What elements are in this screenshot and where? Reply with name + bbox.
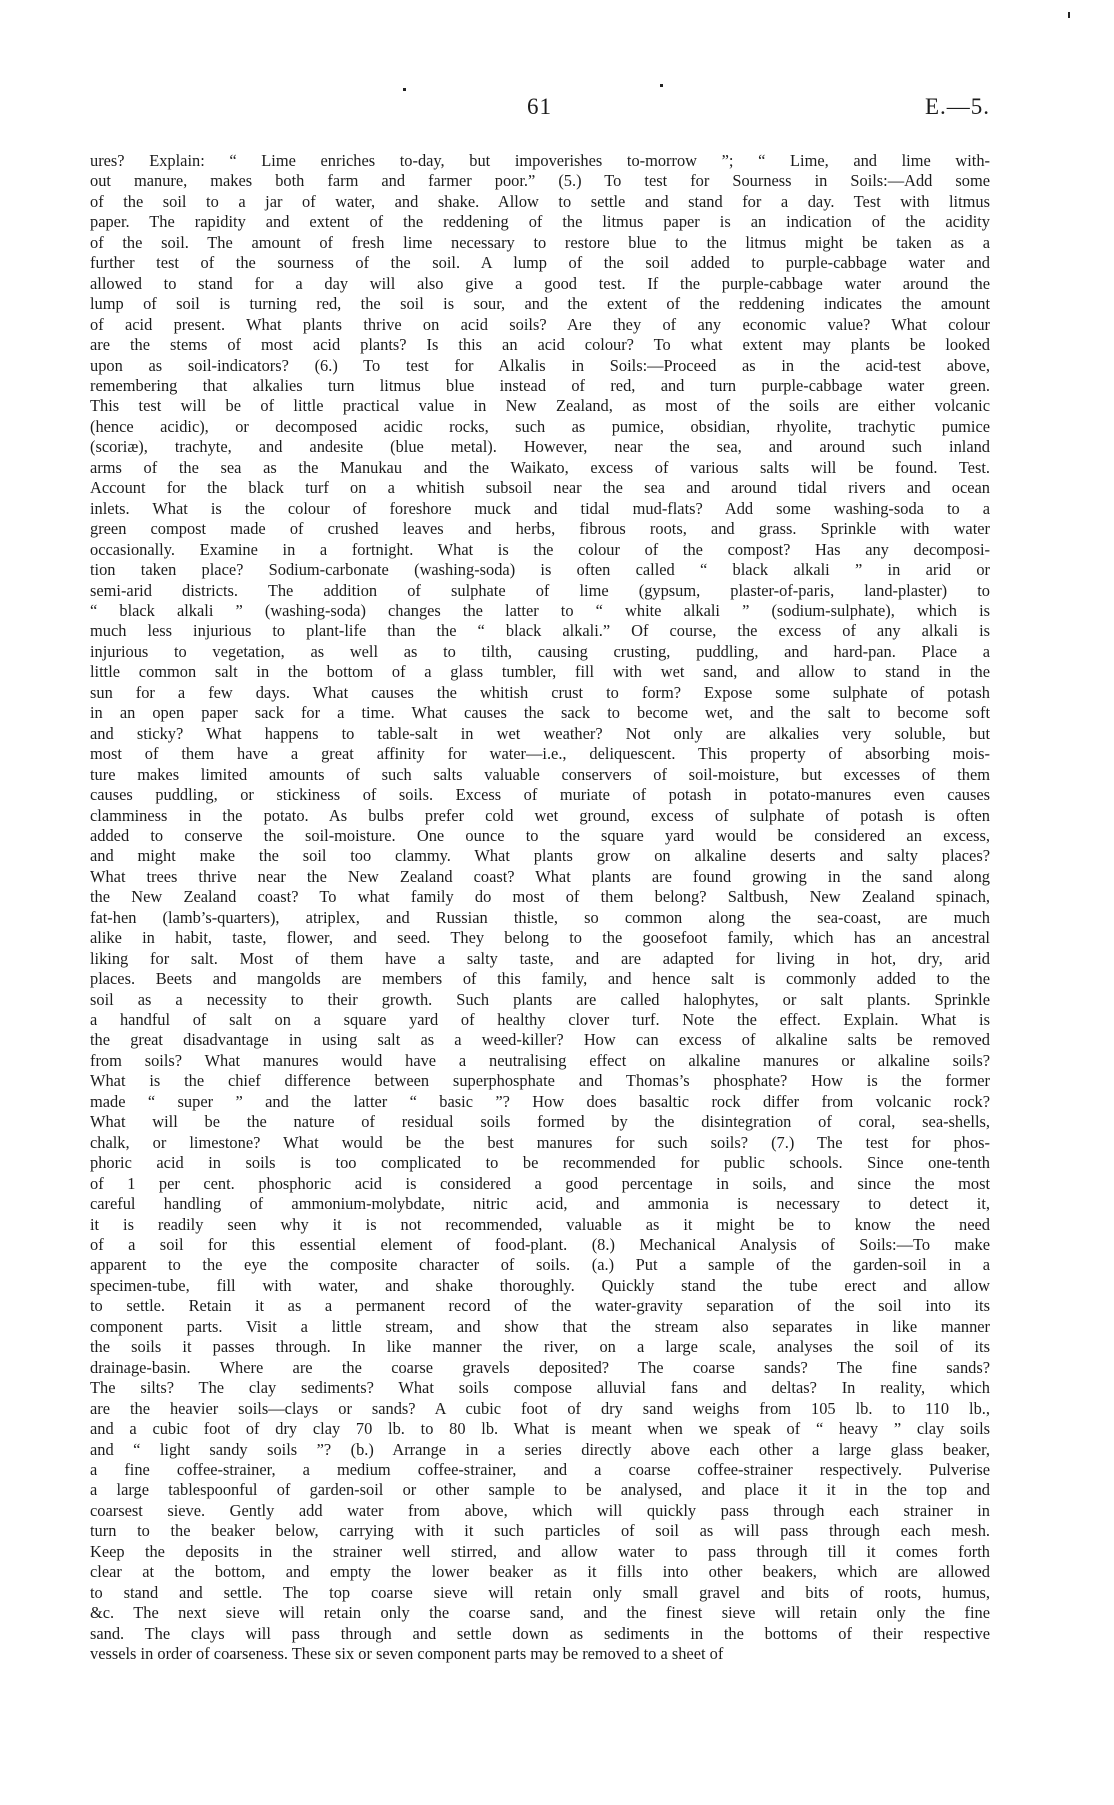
- text-line: Account for the black turf on a whitish subsoil near the sea and around tidal rivers and ocean: [90, 478, 990, 498]
- text-line: soil as a necessity to their growth. Such plants are called halophytes, or salt plants. Sprinkle: [90, 989, 990, 1009]
- text-line: phoric acid in soils is too complicated to be recommended for public schools. Since one-tenth: [90, 1153, 990, 1173]
- text-line: (scoriæ), trachyte, and andesite (blue metal). However, near the sea, and around such inland: [90, 437, 990, 457]
- scan-speck: [660, 84, 663, 87]
- text-line: out manure, makes both farm and farmer poor.” (5.) To test for Sourness in Soils:—Add some: [90, 171, 990, 191]
- text-line: from soils? What manures would have a neutralising effect on alkaline manures or alkaline soils?: [90, 1050, 990, 1070]
- text-line: the soils it passes through. In like manner the river, on a large scale, analyses the soil of its: [90, 1337, 990, 1357]
- text-line: made “ super ” and the latter “ basic ”? How does basaltic rock differ from volcanic rock?: [90, 1091, 990, 1111]
- text-line: inlets. What is the colour of foreshore muck and tidal mud-flats? Add some washing-soda to a: [90, 498, 990, 518]
- text-line: What is the chief difference between superphosphate and Thomas’s phosphate? How is the former: [90, 1071, 990, 1091]
- text-line: chalk, or limestone? What would be the best manures for such soils? (7.) The test for phos-: [90, 1132, 990, 1152]
- text-line: the great disadvantage in using salt as a weed-killer? How can excess of alkaline salts be removed: [90, 1030, 990, 1050]
- text-line: of the soil. The amount of fresh lime necessary to restore blue to the litmus might be taken as a: [90, 232, 990, 252]
- text-line: sand. The clays will pass through and settle down as sediments in the bottoms of their respective: [90, 1623, 990, 1643]
- text-line: vessels in order of coarseness. These six or seven component parts may be removed to a sheet of: [90, 1644, 724, 1664]
- text-line: specimen-tube, fill with water, and shake thoroughly. Quickly stand the tube erect and allow: [90, 1275, 990, 1295]
- text-line: liking for salt. Most of them have a salty taste, and are adapted for living in hot, dry, arid: [90, 948, 990, 968]
- text-line: alike in habit, taste, flower, and seed. They belong to the goosefoot family, which has an ancestral: [90, 928, 990, 948]
- text-line: are the stems of most acid plants? Is this an acid colour? To what extent may plants be looked: [90, 335, 990, 355]
- text-line: a handful of salt on a square yard of healthy clover turf. Note the effect. Explain. What is: [90, 1010, 990, 1030]
- text-line: causes puddling, or stickiness of soils. Excess of muriate of potash in potato-manures even causes: [90, 785, 990, 805]
- text-line: to settle. Retain it as a permanent record of the water-gravity separation of the soil into its: [90, 1296, 990, 1316]
- text-line: lump of soil is turning red, the soil is sour, and the extent of the reddening indicates the amount: [90, 294, 990, 314]
- text-line: &c. The next sieve will retain only the coarse sand, and the finest sieve will retain only the fine: [90, 1603, 990, 1623]
- text-line: in an open paper sack for a time. What causes the sack to become wet, and the salt to become soft: [90, 703, 990, 723]
- text-line: and might make the soil too clammy. What plants grow on alkaline deserts and salty places?: [90, 846, 990, 866]
- text-line: ture makes limited amounts of such salts valuable conservers of soil-moisture, but excesses of them: [90, 764, 990, 784]
- text-line: added to conserve the soil-moisture. One ounce to the square yard would be considered an excess,: [90, 825, 990, 845]
- text-line: clear at the bottom, and empty the lower beaker as it fills into other beakers, which are allowed: [90, 1562, 990, 1582]
- text-line: of the soil to a jar of water, and shake. Allow to settle and stand for a day. Test with litmus: [90, 191, 990, 211]
- text-line: much less injurious to plant-life than the “ black alkali.” Of course, the excess of any alkali is: [90, 621, 990, 641]
- text-line: places. Beets and mangolds are members of this family, and hence salt is commonly added to the: [90, 969, 990, 989]
- text-line: remembering that alkalies turn litmus blue instead of red, and turn purple-cabbage water green.: [90, 375, 990, 395]
- text-line: The silts? The clay sediments? What soils compose alluvial fans and deltas? In reality, which: [90, 1378, 990, 1398]
- text-line: clamminess in the potato. As bulbs prefer cold wet ground, excess of sulphate of potash is often: [90, 805, 990, 825]
- text-line: careful handling of ammonium-molybdate, nitric acid, and ammonia is necessary to detect it,: [90, 1194, 990, 1214]
- text-line: What will be the nature of residual soils formed by the disintegration of coral, sea-shells,: [90, 1112, 990, 1132]
- text-line: ures? Explain: “ Lime enriches to-day, but impoverishes to-morrow ”; “ Lime, and lime with-: [90, 151, 990, 170]
- text-line: paper. The rapidity and extent of the reddening of the litmus paper is an indication of the acidity: [90, 212, 990, 232]
- text-line: allowed to stand for a day will also give a good test. If the purple-cabbage water around the: [90, 273, 990, 293]
- text-line: further test of the sourness of the soil. A lump of the soil added to purple-cabbage water and: [90, 253, 990, 273]
- document-reference: E.—5.: [924, 94, 990, 119]
- text-line: it is readily seen why it is not recommended, valuable as it might be to know the need: [90, 1214, 990, 1234]
- text-line: the New Zealand coast? To what family do most of them belong? Saltbush, New Zealand spinach,: [90, 887, 990, 907]
- page-header: [90, 94, 990, 126]
- text-line: upon as soil-indicators? (6.) To test for Alkalis in Soils:—Proceed as in the acid-test above,: [90, 355, 990, 375]
- text-line: “ black alkali ” (washing-soda) changes the latter to “ white alkali ” (sodium-sulphate), which is: [90, 600, 990, 620]
- text-line: What trees thrive near the New Zealand coast? What plants are found growing in the sand along: [90, 866, 990, 886]
- text-line: sun for a few days. What causes the whitish crust to form? Expose some sulphate of potash: [90, 682, 990, 702]
- text-line: tion taken place? Sodium-carbonate (washing-soda) is often called “ black alkali ” in arid or: [90, 560, 990, 580]
- text-line: occasionally. Examine in a fortnight. What is the colour of the compost? Has any decomposi-: [90, 539, 990, 559]
- text-line: a fine coffee-strainer, a medium coffee-strainer, and a coarse coffee-strainer respectively. Pulverise: [90, 1460, 990, 1479]
- scan-speck: [1068, 12, 1070, 18]
- text-line: Keep the deposits in the strainer well stirred, and allow water to pass through till it comes forth: [90, 1541, 990, 1561]
- body-text: [90, 151, 990, 1665]
- text-line: and a cubic foot of dry clay 70 lb. to 80 lb. What is meant when we speak of “ heavy ” clay soils: [90, 1419, 990, 1439]
- text-line: most of them have a great affinity for water—i.e., deliquescent. This property of absorbing mois-: [90, 744, 990, 764]
- text-line: and sticky? What happens to table-salt in wet weather? Not only are alkalies very soluble, but: [90, 723, 990, 743]
- text-line: are the heavier soils—clays or sands? A cubic foot of dry sand weighs from 105 lb. to 110 lb.,: [90, 1398, 990, 1418]
- text-line: and “ light sandy soils ”? (b.) Arrange in a series directly above each other a large glass beaker,: [90, 1439, 990, 1459]
- text-line: green compost made of crushed leaves and herbs, fibrous roots, and grass. Sprinkle with water: [90, 519, 990, 539]
- text-line: little common salt in the bottom of a glass tumbler, fill with wet sand, and allow to stand in the: [90, 662, 990, 682]
- text-line: injurious to vegetation, as well as to tilth, causing crusting, puddling, and hard-pan. Place a: [90, 641, 990, 661]
- text-line: fat-hen (lamb’s-quarters), atriplex, and Russian thistle, so common along the sea-coast, are much: [90, 907, 990, 927]
- text-line: arms of the sea as the Manukau and the Waikato, excess of various salts will be found. Test.: [90, 457, 990, 477]
- text-line: of acid present. What plants thrive on acid soils? Are they of any economic value? What colour: [90, 314, 990, 334]
- page-number: 61: [527, 94, 552, 119]
- text-line: component parts. Visit a little stream, and show that the stream also separates in like manner: [90, 1316, 990, 1336]
- text-line: (hence acidic), or decomposed acidic rocks, such as pumice, obsidian, rhyolite, trachytic pumice: [90, 416, 990, 436]
- text-line: to stand and settle. The top coarse sieve will retain only small gravel and bits of roots, humus,: [90, 1582, 990, 1602]
- text-line: turn to the beaker below, carrying with it such particles of soil as will pass through each mesh.: [90, 1521, 990, 1541]
- text-line: a large tablespoonful of garden-soil or other sample to be analysed, and place it it in the top and: [90, 1480, 990, 1500]
- text-line: drainage-basin. Where are the coarse gravels deposited? The coarse sands? The fine sands?: [90, 1357, 990, 1377]
- text-line: This test will be of little practical value in New Zealand, as most of the soils are either volcanic: [90, 396, 990, 416]
- scan-speck: [403, 88, 406, 91]
- text-line: of 1 per cent. phosphoric acid is considered a good percentage in soils, and since the most: [90, 1173, 990, 1193]
- text-line: of a soil for this essential element of food-plant. (8.) Mechanical Analysis of Soils:—To make: [90, 1235, 990, 1255]
- text-line: semi-arid districts. The addition of sulphate of lime (gypsum, plaster-of-paris, land-plaster) to: [90, 580, 990, 600]
- text-line: coarsest sieve. Gently add water from above, which will quickly pass through each strainer in: [90, 1500, 990, 1520]
- text-line: apparent to the eye the composite character of soils. (a.) Put a sample of the garden-soil in a: [90, 1255, 990, 1275]
